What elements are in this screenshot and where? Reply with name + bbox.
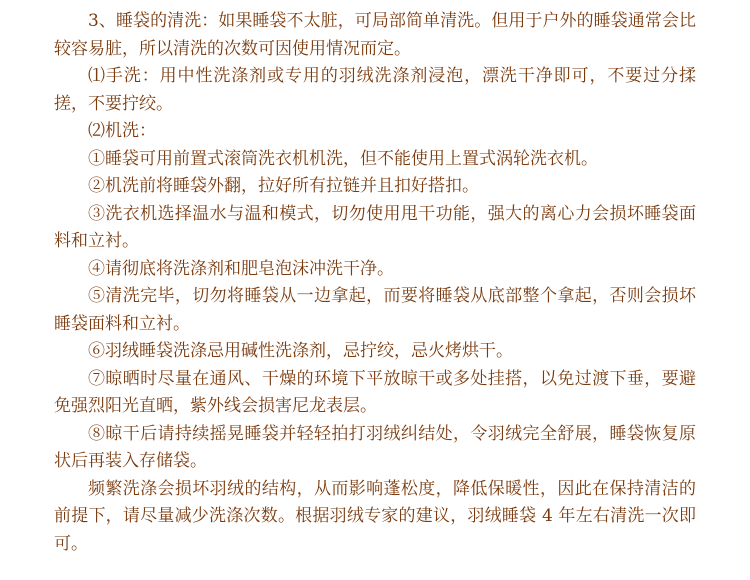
paragraph-closing-advice: 频繁洗涤会损坏羽绒的结构，从而影响蓬松度，降低保暖性，因此在保持清洁的前提下，请尽量减少洗涤次数。根据羽绒专家的建议，羽绒睡袋 4 年左右清洗一次即可。 <box>54 478 696 554</box>
paragraph-step-4: ④请彻底将洗涤剂和肥皂泡沫冲洗干净。 <box>88 258 394 279</box>
paragraph-step-3: ③洗衣机选择温水与温和模式，切勿使用甩干功能，强大的离心力会损坏睡袋面料和立衬。 <box>54 203 696 251</box>
paragraph-step-6: ⑥羽绒睡袋洗涤忌用碱性洗涤剂，忌拧绞，忌火烤烘干。 <box>88 341 513 361</box>
paragraph-step-8: ⑧晾干后请持续摇晃睡袋并轻轻拍打羽绒纠结处，令羽绒完全舒展，睡袋恢复原状后再装入存储袋。 <box>54 423 696 471</box>
paragraph-hand-wash: ⑴手洗：用中性洗涤剂或专用的羽绒洗涤剂浸泡，漂洗干净即可，不要过分揉搓，不要拧绞。 <box>54 66 696 114</box>
document-body <box>54 8 696 558</box>
paragraph-step-5: ⑤清洗完毕，切勿将睡袋从一边拿起，而要将睡袋从底部整个拿起，否则会损坏睡袋面料和立衬。 <box>54 286 696 334</box>
paragraph-step-1: ①睡袋可用前置式滚筒洗衣机机洗，但不能使用上置式涡轮洗衣机。 <box>88 148 598 169</box>
paragraph-step-2: ②机洗前将睡袋外翻，拉好所有拉链并且扣好搭扣。 <box>88 176 479 196</box>
paragraph-machine-wash-heading: ⑵机洗： <box>88 121 156 141</box>
paragraph-step-7: ⑦晾晒时尽量在通风、干燥的环境下平放晾干或多处挂搭，以免过渡下垂，要避免强烈阳光直晒，紫外线会损害尼龙表层。 <box>54 368 696 416</box>
paragraph-cleaning-intro: 3、睡袋的清洗：如果睡袋不太脏，可局部简单清洗。但用于户外的睡袋通常会比较容易脏，所以清洗的次数可因使用情况而定。 <box>54 11 696 59</box>
